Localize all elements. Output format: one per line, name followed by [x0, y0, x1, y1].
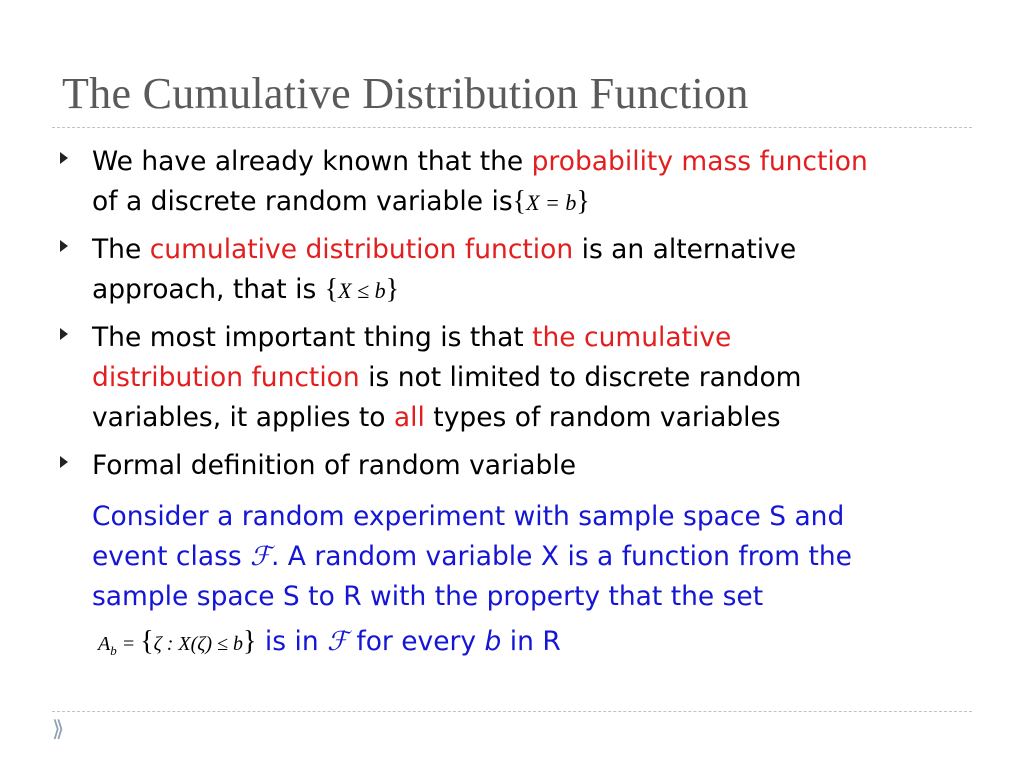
- bullet-formal-definition: [92, 446, 992, 486]
- bullet-text: variables, it applies to: [92, 402, 394, 433]
- event-class-symbol: ℱ: [250, 541, 271, 572]
- bullet-important: [92, 318, 992, 438]
- bullet-text: approach, that is: [92, 274, 325, 305]
- definition-block: [92, 497, 992, 617]
- definition-line: event class: [92, 541, 251, 572]
- bullet-text: The most important thing is that: [92, 322, 533, 353]
- bullet-text: We have already known that the: [92, 146, 532, 177]
- triangle-bullet-icon: [60, 240, 68, 252]
- definition-line: Consider a random experiment with sample space S and: [92, 501, 845, 532]
- title-divider: [52, 127, 972, 128]
- nav-arrow-icon[interactable]: ⟫: [52, 717, 65, 742]
- slide-title: The Cumulative Distribution Function: [62, 69, 749, 118]
- math-expression: $A_b = \{\zeta$ : X(ζ) ≤ b}: [98, 626, 257, 658]
- highlight-text: probability mass function: [531, 146, 868, 177]
- footer-divider: [52, 711, 972, 712]
- bullet-text: Formal definition of random variable: [92, 450, 577, 481]
- bullet-pmf: [92, 142, 992, 223]
- highlight-text: cumulative distribution function: [149, 234, 574, 265]
- formula-line: [98, 622, 561, 662]
- math-expression: {X ≤ b}: [324, 274, 400, 305]
- highlight-text: all: [393, 402, 425, 433]
- variable-b: b: [484, 626, 502, 657]
- triangle-bullet-icon: [60, 456, 68, 468]
- definition-line: for every: [347, 626, 485, 657]
- definition-line: in R: [501, 626, 561, 657]
- bullet-text: The: [92, 234, 150, 265]
- definition-line: is in: [256, 626, 328, 657]
- definition-line: sample space S to R with the property that the set: [92, 581, 764, 612]
- triangle-bullet-icon: [60, 328, 68, 340]
- bullet-cdf: [92, 230, 992, 311]
- event-class-symbol: ℱ: [327, 626, 348, 657]
- definition-line: . A random variable X is a function from the: [270, 541, 852, 572]
- highlight-text: distribution function: [92, 362, 360, 393]
- bullet-text: of a discrete random variable is: [92, 186, 513, 217]
- bullet-text: types of random variables: [424, 402, 781, 433]
- highlight-text: the cumulative: [532, 322, 732, 353]
- bullet-text: is an alternative: [573, 234, 797, 265]
- triangle-bullet-icon: [60, 152, 68, 164]
- bullet-text: is not limited to discrete random: [359, 362, 802, 393]
- math-expression: {X = b}: [512, 186, 590, 217]
